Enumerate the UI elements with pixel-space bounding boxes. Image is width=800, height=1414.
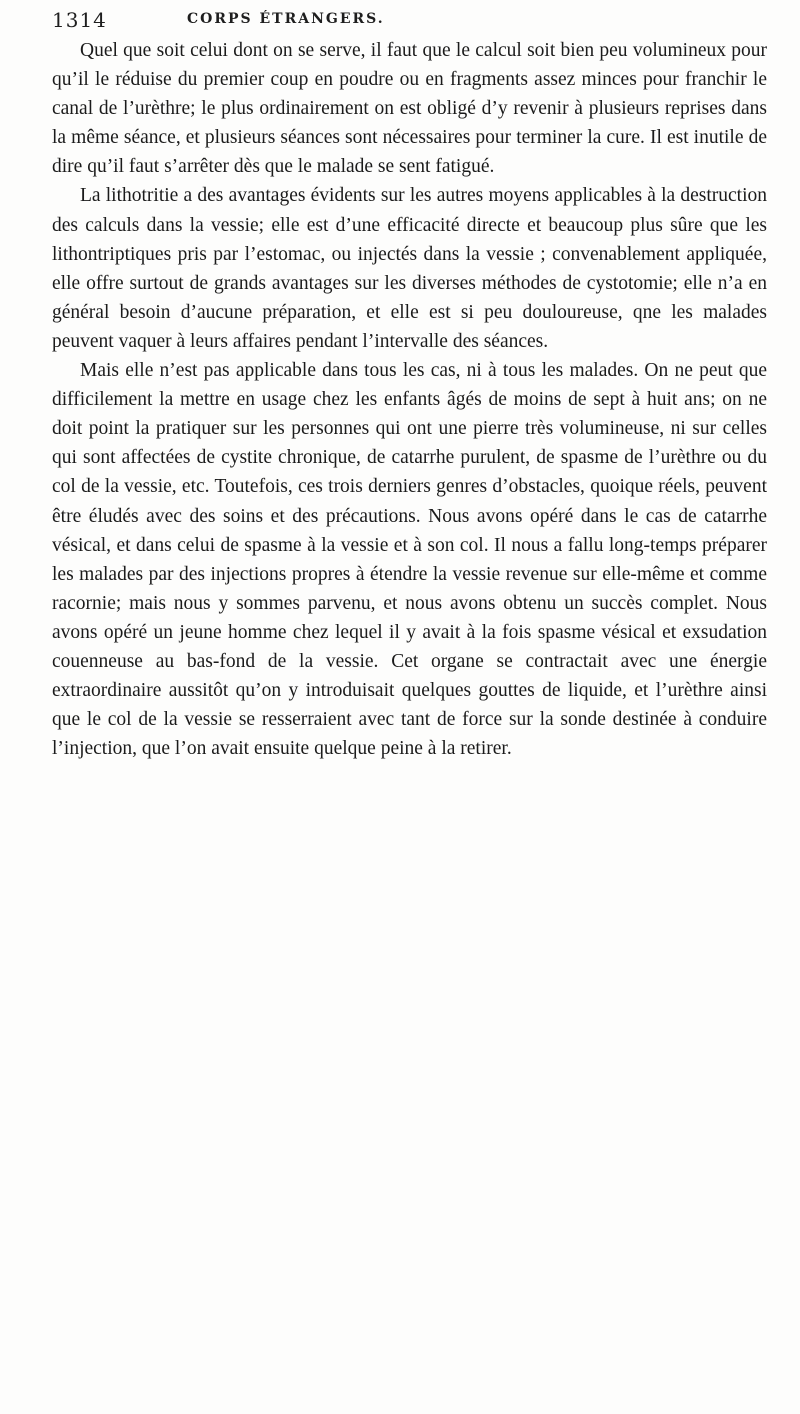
body-text <box>52 36 767 763</box>
running-head: CORPS ÉTRANGERS. <box>187 11 385 27</box>
paragraph-lithotritie-limites: Mais elle n’est pas applicable dans tous les cas, ni à tous les malades. On ne peut que difficilement la mettre en usage chez les enfants âgés de moins de sept à huit ans; on ne doit point la pratiquer sur les personnes qui ont une pierre très volumineuse, ni sur celles qui sont affectées de cystite chronique, de catarrhe purulent, de spasme de l’urèthre ou du col de la vessie, etc. Toutefois, ces trois derniers genres d’obstacles, quoique réels, peuvent être éludés avec des soins et des précautions. Nous avons opéré dans le cas de catarrhe vésical, et dans celui de spasme à la vessie et à son col. Il nous a fallu long-temps préparer les malades par des injections propres à étendre la vessie revenue sur elle-même et comme racornie; mais nous y sommes parvenu, et nous avons obtenu un succès complet. Nous avons opéré un jeune homme chez lequel il y avait à la fois spasme vésical et exsudation couenneuse au bas-fond de la vessie. Cet organe se contractait avec une énergie extraordinaire aussitôt qu’on y introduisait quelques gouttes de liquide, et l’urèthre ainsi que le col de la vessie se resserraient avec tant de force sur la sonde destinée à conduire l’injection, que l’on avait ensuite quelque peine à la retirer. <box>52 360 767 760</box>
page-header <box>52 8 712 34</box>
paragraph-lithotritie-avantages: La lithotritie a des avantages évidents sur les autres moyens applicables à la destruction des calculs dans la vessie; elle est d’une efficacité directe et beaucoup plus sûre que les lithontriptiques pris par l’estomac, ou injectés dans la vessie ; convenablement appliquée, elle offre surtout de grands avantages sur les diverses méthodes de cystotomie; elle n’a en général besoin d’aucune préparation, et elle est si peu douloureuse, qne les malades peuvent vaquer à leurs affaires pendant l’intervalle des séances. <box>52 185 767 352</box>
paragraph-calcul-reduction: Quel que soit celui dont on se serve, il faut que le calcul soit bien peu volumineux pour qu’il le réduise du premier coup en poudre ou en fragments assez minces pour franchir le canal de l’urèthre; le plus ordinairement on est obligé d’y revenir à plusieurs reprises dans la même séance, et plusieurs séances sont nécessaires pour terminer la cure. Il est inutile de dire qu’il faut s’arrêter dès que le malade se sent fatigué. <box>52 40 767 178</box>
page-number: 1314 <box>52 8 107 32</box>
